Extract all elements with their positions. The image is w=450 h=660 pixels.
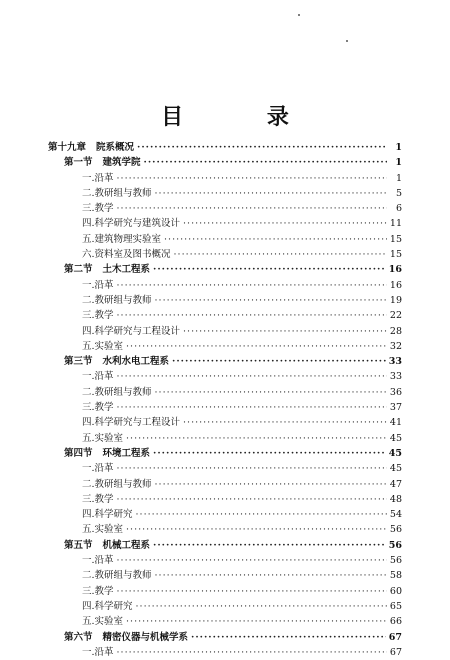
toc-dot-leader xyxy=(172,354,386,369)
toc-entry-page: 22 xyxy=(389,310,402,322)
toc-entry-section xyxy=(48,630,402,645)
toc-dot-leader xyxy=(117,171,387,186)
toc-entry-title: 二.教研组与教师 xyxy=(82,570,152,582)
toc-entry-page: 65 xyxy=(389,600,402,612)
toc-entry-item xyxy=(48,568,402,583)
toc-entry-section xyxy=(48,262,402,277)
scan-speck xyxy=(346,40,348,42)
toc-entry-page: 67 xyxy=(389,646,402,658)
toc-entry-page: 15 xyxy=(389,249,402,261)
toc-entry-page: 45 xyxy=(388,447,402,459)
toc-entry-label: 第十九章 xyxy=(48,142,87,153)
toc-entry-page: 16 xyxy=(389,279,402,291)
toc-entry-item xyxy=(48,415,402,430)
toc-entry-page: 41 xyxy=(389,417,402,429)
toc-entry-page: 1 xyxy=(395,172,402,184)
toc-entry-item xyxy=(48,293,402,308)
toc-entry-title: 一.沿革 xyxy=(82,555,114,567)
toc-entry-title: 院系概况 xyxy=(96,142,135,153)
toc-dot-leader xyxy=(155,385,387,400)
toc-entry-item xyxy=(48,599,402,614)
toc-dot-leader xyxy=(183,415,387,430)
toc-dot-leader xyxy=(126,522,387,537)
toc-dot-leader xyxy=(155,568,387,583)
toc-entry-page: 1 xyxy=(395,157,402,169)
toc-dot-leader xyxy=(155,186,387,201)
toc-entry-title: 二.教研组与教师 xyxy=(82,478,152,490)
toc-dot-leader xyxy=(117,645,387,660)
toc-entry-title: 水利水电工程系 xyxy=(102,356,170,368)
toc-entry-title: 环境工程系 xyxy=(102,447,151,459)
toc-entry-title: 五.建筑物理实验室 xyxy=(82,233,162,245)
toc-entry-item xyxy=(48,339,402,354)
toc-dot-leader xyxy=(183,324,387,339)
toc-entry-page: 58 xyxy=(389,570,402,582)
toc-dot-leader xyxy=(153,446,386,461)
toc-entry-item xyxy=(48,369,402,384)
toc-entry-page: 15 xyxy=(389,233,402,245)
toc-entry-title: 二.教研组与教师 xyxy=(82,294,152,306)
toc-entry-page: 37 xyxy=(389,402,402,414)
toc-entry-label: 第二节 xyxy=(64,264,93,276)
toc-entry-title: 一.沿革 xyxy=(82,279,114,291)
toc-dot-leader xyxy=(155,477,387,492)
toc-entry-page: 33 xyxy=(388,356,402,368)
toc-dot-leader xyxy=(136,507,387,522)
toc-entry-item xyxy=(48,308,402,323)
toc-entry-item xyxy=(48,477,402,492)
table-of-contents xyxy=(48,140,402,660)
toc-entry-title: 四.科学研究 xyxy=(82,509,133,521)
toc-dot-leader xyxy=(136,599,387,614)
toc-entry-page: 16 xyxy=(388,264,402,276)
toc-entry-page: 56 xyxy=(388,539,402,551)
toc-entry-item xyxy=(48,385,402,400)
toc-dot-leader xyxy=(117,278,387,293)
toc-entry-label: 第三节 xyxy=(64,356,93,368)
toc-entry-item xyxy=(48,461,402,476)
toc-entry-title: 三.教学 xyxy=(82,310,114,322)
toc-entry-section xyxy=(48,538,402,553)
toc-dot-leader xyxy=(164,232,387,247)
toc-entry-label: 第四节 xyxy=(64,447,93,459)
toc-entry-title: 建筑学院 xyxy=(102,157,141,169)
toc-entry-title: 五.实验室 xyxy=(82,616,124,628)
toc-entry-page: 60 xyxy=(389,585,402,597)
toc-dot-leader xyxy=(117,584,387,599)
toc-entry-title: 六.资料室及图书概况 xyxy=(82,249,171,261)
toc-dot-leader xyxy=(117,369,387,384)
toc-entry-title: 二.教研组与教师 xyxy=(82,386,152,398)
toc-dot-leader xyxy=(126,431,387,446)
toc-entry-item xyxy=(48,645,402,660)
toc-entry-title: 精密仪器与机械学系 xyxy=(102,631,189,643)
toc-entry-page: 33 xyxy=(389,371,402,383)
toc-entry-page: 67 xyxy=(388,631,402,643)
toc-entry-title: 五.实验室 xyxy=(82,524,124,536)
toc-entry-title: 机械工程系 xyxy=(102,539,151,551)
toc-dot-leader xyxy=(183,216,387,231)
toc-dot-leader xyxy=(117,400,387,415)
toc-entry-title: 三.教学 xyxy=(82,493,114,505)
toc-entry-item xyxy=(48,400,402,415)
toc-dot-leader xyxy=(137,140,387,155)
toc-entry-item xyxy=(48,507,402,522)
toc-entry-section xyxy=(48,446,402,461)
toc-entry-label: 第一节 xyxy=(64,157,93,169)
toc-entry-page: 54 xyxy=(389,509,402,521)
toc-entry-item xyxy=(48,186,402,201)
toc-entry-title: 三.教学 xyxy=(82,203,114,215)
toc-dot-leader xyxy=(153,538,386,553)
toc-entry-title: 一.沿革 xyxy=(82,172,114,184)
toc-dot-leader xyxy=(117,461,387,476)
toc-entry-title: 土木工程系 xyxy=(102,264,151,276)
toc-entry-page: 45 xyxy=(389,463,402,475)
toc-entry-title: 三.教学 xyxy=(82,402,114,414)
toc-entry-page: 66 xyxy=(389,616,402,628)
toc-entry-title: 五.实验室 xyxy=(82,432,124,444)
toc-dot-leader xyxy=(144,155,387,170)
toc-entry-title: 二.教研组与教师 xyxy=(82,187,152,199)
toc-entry-item xyxy=(48,324,402,339)
toc-entry-title: 四.科学研究 xyxy=(82,600,133,612)
toc-dot-leader xyxy=(155,293,387,308)
toc-entry-item xyxy=(48,171,402,186)
toc-entry-page: 28 xyxy=(389,325,402,337)
toc-entry-item xyxy=(48,216,402,231)
toc-entry-title: 四.科学研究与工程设计 xyxy=(82,325,181,337)
toc-entry-title: 四.科学研究与工程设计 xyxy=(82,417,181,429)
toc-entry-item xyxy=(48,492,402,507)
toc-dot-leader xyxy=(126,339,387,354)
scan-speck xyxy=(298,14,300,16)
toc-entry-title: 三.教学 xyxy=(82,585,114,597)
toc-dot-leader xyxy=(153,262,386,277)
toc-dot-leader xyxy=(117,553,387,568)
toc-dot-leader xyxy=(117,492,387,507)
toc-entry-section xyxy=(48,155,402,170)
toc-entry-page: 1 xyxy=(395,142,402,153)
toc-entry-title: 一.沿革 xyxy=(82,371,114,383)
page-title: 目 录 xyxy=(161,105,327,130)
toc-entry-page: 56 xyxy=(389,555,402,567)
toc-entry-page: 5 xyxy=(395,187,402,199)
toc-entry-item xyxy=(48,201,402,216)
toc-entry-title: 四.科学研究与建筑设计 xyxy=(82,218,181,230)
toc-entry-title: 五.实验室 xyxy=(82,340,124,352)
toc-entry-page: 19 xyxy=(389,294,402,306)
toc-entry-chapter xyxy=(48,140,402,155)
toc-entry-title: 一.沿革 xyxy=(82,646,114,658)
toc-entry-page: 11 xyxy=(389,218,402,230)
toc-entry-page: 32 xyxy=(389,340,402,352)
toc-entry-section xyxy=(48,354,402,369)
toc-entry-item xyxy=(48,278,402,293)
toc-entry-page: 48 xyxy=(389,493,402,505)
toc-entry-item xyxy=(48,232,402,247)
toc-entry-item xyxy=(48,522,402,537)
toc-entry-page: 56 xyxy=(389,524,402,536)
toc-dot-leader xyxy=(126,614,387,629)
toc-entry-item xyxy=(48,431,402,446)
toc-dot-leader xyxy=(117,308,387,323)
toc-entry-page: 36 xyxy=(389,386,402,398)
toc-entry-page: 6 xyxy=(395,203,402,215)
toc-entry-page: 45 xyxy=(389,432,402,444)
toc-entry-page: 47 xyxy=(389,478,402,490)
toc-entry-item xyxy=(48,247,402,262)
toc-entry-item xyxy=(48,614,402,629)
toc-entry-label: 第五节 xyxy=(64,539,93,551)
toc-dot-leader xyxy=(191,630,386,645)
toc-dot-leader xyxy=(117,201,387,216)
toc-entry-item xyxy=(48,553,402,568)
toc-entry-title: 一.沿革 xyxy=(82,463,114,475)
toc-entry-item xyxy=(48,584,402,599)
toc-entry-label: 第六节 xyxy=(64,631,93,643)
toc-dot-leader xyxy=(174,247,387,262)
